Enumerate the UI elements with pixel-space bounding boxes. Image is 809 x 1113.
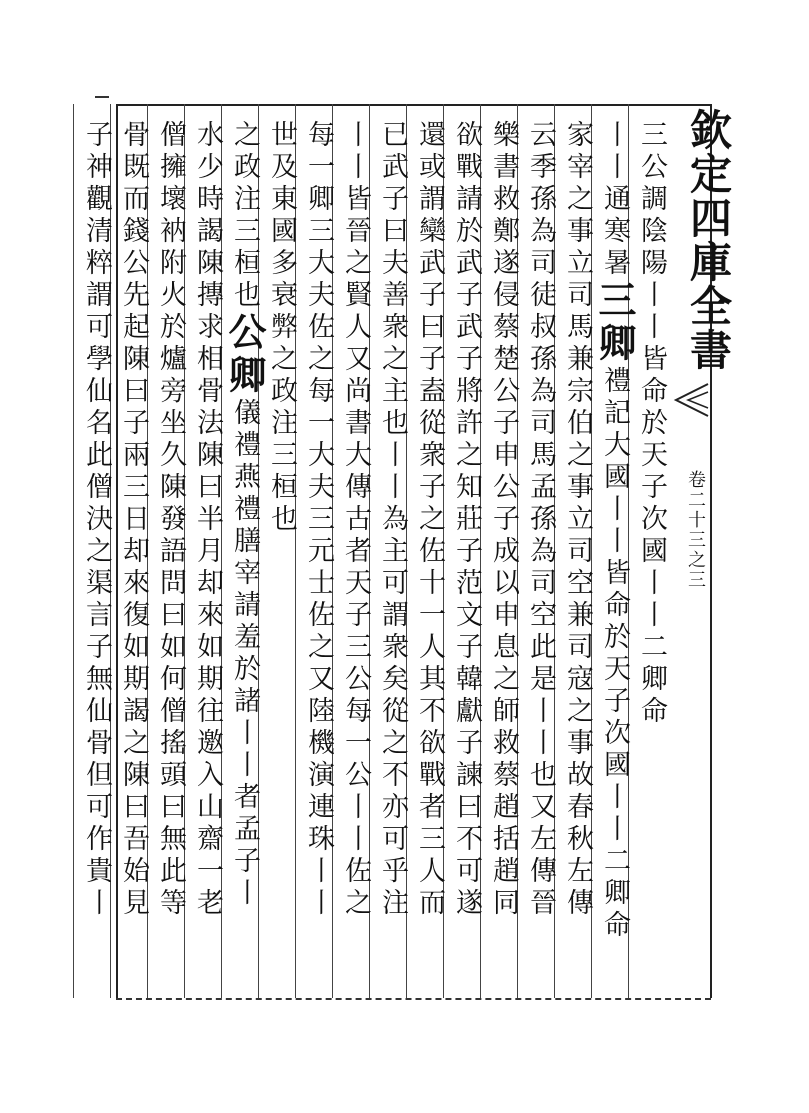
column-text: 儀禮燕禮膳宰請羞於諸丨丨者孟子丨 xyxy=(229,398,260,910)
text-column xyxy=(113,120,153,920)
margin-tick xyxy=(95,96,109,98)
text-column xyxy=(446,120,486,920)
text-column xyxy=(150,120,190,920)
frame-bottom-border xyxy=(116,998,711,1000)
text-column xyxy=(261,120,301,536)
book-title: 欽定四庫全書 xyxy=(684,108,733,372)
column-text: 每一卿三大夫佐之每一大夫三元士佐之又陸機演連珠丨丨 xyxy=(303,120,334,920)
column-text: 水少時謁陳摶求相骨法陳曰半月却來如期往邀入山齋一老 xyxy=(192,120,223,920)
column-text: 禮記大國丨丨皆命於天子次國丨丨二卿命 xyxy=(599,366,630,942)
text-column xyxy=(592,120,637,942)
text-column xyxy=(298,120,338,920)
text-column xyxy=(372,120,412,920)
column-text: 丨丨皆命於天子次國丨丨二卿命 xyxy=(636,280,667,728)
column-text: 之政注三桓也 xyxy=(229,120,260,312)
entry-heading: 公卿 xyxy=(222,312,267,398)
column-text: 還或謂欒武子曰子盍從衆子之佐十一人其不欲戰者三人而 xyxy=(414,120,445,920)
column-text: 樂書救鄭遂侵蔡楚公子申公子成以申息之師救蔡趙括趙同 xyxy=(488,120,519,920)
text-column xyxy=(631,120,671,728)
column-rule xyxy=(73,104,74,998)
text-column xyxy=(187,120,227,920)
text-column xyxy=(483,120,523,920)
column-text: 子神觀清粹謂可學仙名此僧決之渠言子無仙骨但可作貴丨 xyxy=(81,120,112,920)
column-text: 世及東國多衰弊之政注三桓也 xyxy=(266,120,297,536)
text-column xyxy=(76,120,116,920)
column-text: 云季孫為司徒叔孫為司馬孟孫為司空此是丨丨也又左傳晉 xyxy=(525,120,556,920)
column-text: 欲戰請於武子武子將許之知莊子范文子韓獻子諫曰不可遂 xyxy=(451,120,482,920)
column-text: 僧擁壞衲附火於爐旁坐久陳發語問曰如何僧搖頭曰無此等 xyxy=(155,120,186,920)
text-column xyxy=(520,120,560,920)
column-text: 丨丨皆晉之賢人又尚書大傳古者天子三公每一公丨丨佐之 xyxy=(340,120,371,920)
text-column xyxy=(222,120,267,910)
column-text: 丨丨通寒暑 xyxy=(599,120,630,280)
text-column xyxy=(557,120,597,920)
column-text: 已武子曰夫善衆之主也丨丨為主可謂衆矣從之不亦可乎注 xyxy=(377,120,408,920)
text-column xyxy=(335,120,375,920)
frame-top-border xyxy=(116,104,711,106)
column-text: 三公調陰陽 xyxy=(636,120,667,280)
column-text: 骨既而錢公先起陳曰子兩三日却來復如期謁之陳曰吾始見 xyxy=(118,120,149,920)
column-text: 家宰之事立司馬兼宗伯之事立司空兼司寇之事故春秋左傳 xyxy=(562,120,593,920)
entry-heading: 三卿 xyxy=(592,280,637,366)
text-column xyxy=(409,120,449,920)
volume-label: 卷二十三之三 xyxy=(685,470,706,590)
fish-tail-mark-icon xyxy=(670,380,710,420)
